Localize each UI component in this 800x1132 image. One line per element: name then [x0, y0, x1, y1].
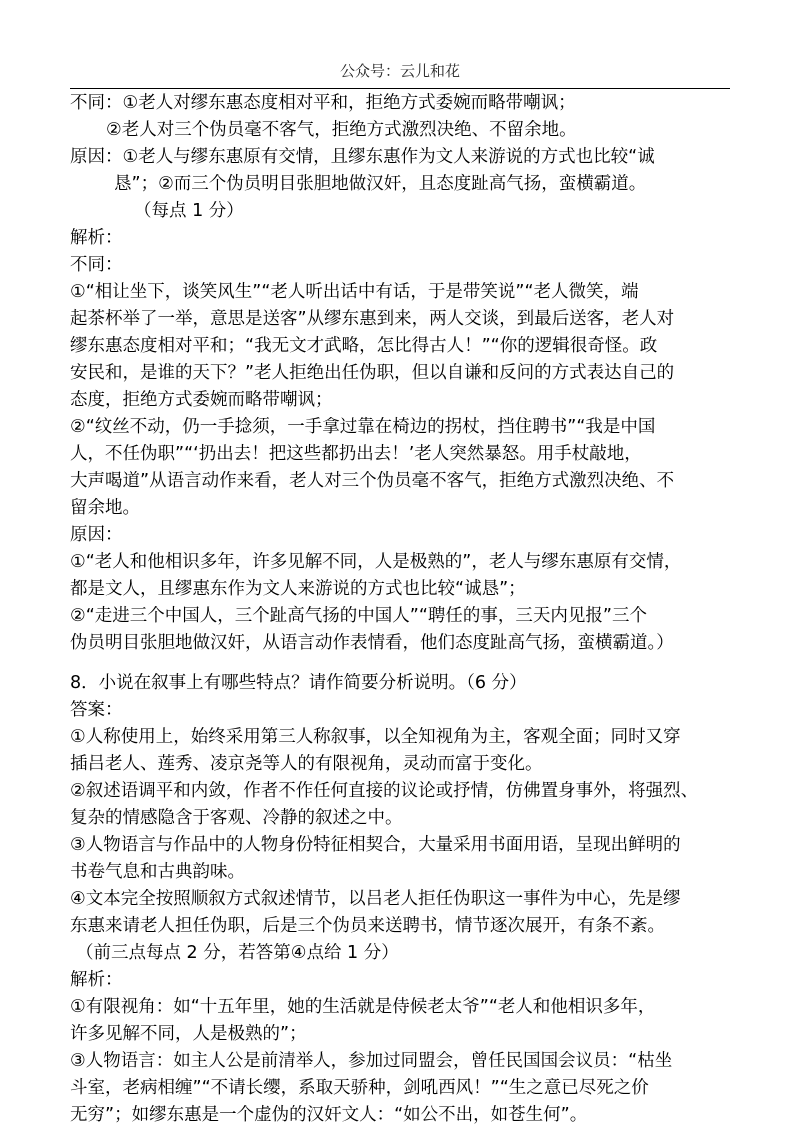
text-line: 留余地。 — [70, 498, 140, 518]
text-line: 许多见解不同，人是极熟的”； — [70, 1024, 307, 1044]
text-line: ①有限视角：如“十五年里，她的生活就是侍候老太爷”“老人和他相识多年， — [70, 997, 656, 1017]
text-line: 大声喝道”从语言动作来看，老人对三个伪员毫不客气，拒绝方式激烈决绝、不 — [70, 471, 675, 491]
text-line: 斗室，老病相缠”“不请长缨，系取天骄种，剑吼西风！”“生之意已尽死之价 — [70, 1078, 649, 1098]
text-line: 书卷气息和古典韵味。 — [70, 862, 245, 882]
text-line: （每点 1 分） — [134, 201, 244, 221]
text-line: ②叙述语调平和内敛，作者不作任何直接的议论或抒情，仿佛置身事外，将强烈、 — [70, 781, 699, 801]
text-line: ②老人对三个伪员毫不客气，拒绝方式激烈决绝、不留余地。 — [106, 120, 577, 140]
text-line: 原因： — [70, 525, 123, 545]
header-rule — [70, 88, 730, 89]
text-line: 人，不任伪职”“‘扔出去！把这些都扔出去！’老人突然暴怒。用手杖敲地， — [70, 444, 642, 464]
text-line: 不同：①老人对缪东惠态度相对平和，拒绝方式委婉而略带嘲讽； — [70, 93, 576, 113]
text-line: 不同： — [70, 255, 123, 275]
text-line: 缪东惠态度相对平和；“我无文才武略，怎比得古人！”“你的逻辑很奇怪。政 — [70, 336, 658, 356]
page-header: 公众号：云儿和花 — [339, 62, 460, 80]
text-line: 解析： — [70, 228, 123, 248]
text-line: 原因：①老人与缪东惠原有交情，且缪东惠作为文人来游说的方式也比较“诚 — [70, 147, 655, 167]
text-line: ①“相让坐下，谈笑风生”“老人听出话中有话，于是带笑说”“老人微笑，端 — [70, 282, 639, 302]
text-line: 复杂的情感隐含于客观、冷静的叙述之中。 — [70, 808, 403, 828]
text-line: 8．小说在叙事上有哪些特点？请作简要分析说明。（6 分） — [70, 673, 527, 693]
text-line: ②“纹丝不动，仍一手捻须，一手拿过靠在椅边的拐杖，挡住聘书”“我是中国 — [70, 417, 656, 437]
text-line: ②“走进三个中国人，三个趾高气扬的中国人”“聘任的事，三天内见报”三个 — [70, 606, 647, 626]
text-line: ③人物语言：如主人公是前清举人，参加过同盟会，曾任民国国会议员：“枯坐 — [70, 1051, 673, 1071]
text-line: （前三点每点 2 分，若答第④点给 1 分） — [76, 943, 399, 963]
paragraph-gap — [70, 657, 745, 670]
text-line: ③人物语言与作品中的人物身份特征相契合，大量采用书面用语，呈现出鲜明的 — [70, 835, 681, 855]
text-line: 起茶杯举了一举，意思是送客”从缪东惠到来，两人交谈，到最后送客，老人对 — [70, 309, 675, 329]
text-line: 解析： — [70, 970, 123, 990]
document-body — [70, 90, 745, 1129]
text-line: 答案： — [70, 700, 123, 720]
text-line: ①人称使用上，始终采用第三人称叙事，以全知视角为主，客观全面；同时又穿 — [70, 727, 681, 747]
text-line: 无穷”；如缪东惠是一个虚伪的汉奸文人：“如公不出，如苍生何”。 — [70, 1105, 588, 1125]
text-line: 插吕老人、莲秀、凌京尧等人的有限视角，灵动而富于变化。 — [70, 754, 543, 774]
text-line: 都是文人，且缪惠东作为文人来游说的方式也比较“诚恳”； — [70, 579, 526, 599]
text-line: 伪员明目张胆地做汉奸，从语言动作表情看，他们态度趾高气扬，蛮横霸道。） — [70, 633, 674, 653]
text-line: 恳”；②而三个伪员明目张胆地做汉奸，且态度趾高气扬，蛮横霸道。 — [114, 174, 647, 194]
text-line: ④文本完全按照顺叙方式叙述情节，以吕老人拒任伪职这一事件为中心，先是缪 — [70, 889, 681, 909]
text-line: ①“老人和他相识多年，许多见解不同，人是极熟的”，老人与缪东惠原有交情， — [70, 552, 682, 572]
text-line: 态度，拒绝方式委婉而略带嘲讽； — [70, 390, 333, 410]
text-line: 东惠来请老人担任伪职，后是三个伪员来送聘书，情节逐次展开，有条不紊。 — [70, 916, 665, 936]
text-line: 安民和，是谁的天下？”老人拒绝出任伪职，但以自谦和反问的方式表达自己的 — [70, 363, 675, 383]
